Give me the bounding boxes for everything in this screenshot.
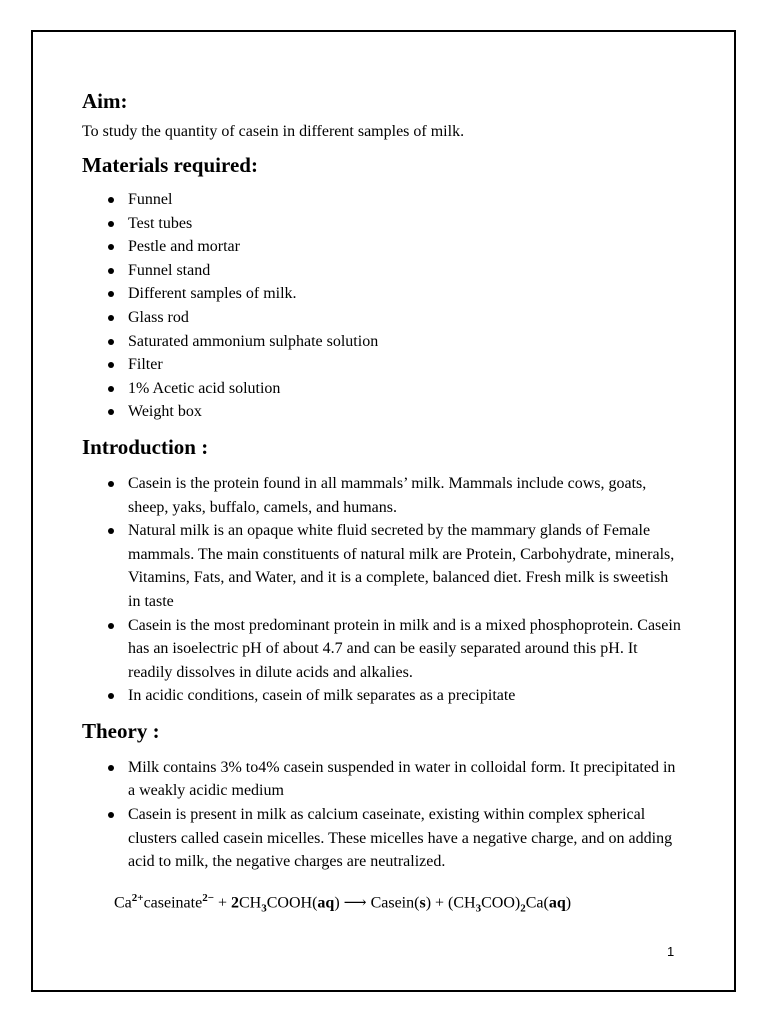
list-item: Filter [82, 353, 682, 377]
list-item: Saturated ammonium sulphate solution [82, 330, 682, 354]
eq-ca: Ca [114, 894, 132, 912]
introduction-heading: Introduction : [82, 434, 209, 459]
list-item: Different samples of milk. [82, 282, 682, 306]
eq-group-sub: 2 [520, 902, 526, 915]
eq-close: ) [334, 894, 340, 912]
eq-caseinate: caseinate [143, 894, 203, 912]
list-item: Casein is the protein found in all mammals’ milk. Mammals include cows, goats, sheep, yaks, buffalo, camels, and humans. [82, 472, 682, 519]
page-number: 1 [667, 944, 675, 959]
aim-text: To study the quantity of casein in different samples of milk. [82, 123, 465, 140]
list-item: Pestle and mortar [82, 235, 682, 259]
eq-arrow: ⟶ [339, 894, 371, 912]
eq-close: ) [425, 894, 432, 912]
materials-heading: Materials required: [82, 153, 258, 177]
eq-open-ch: (CH [448, 894, 476, 912]
list-item: Funnel stand [82, 259, 682, 283]
eq-aq: aq [548, 894, 566, 912]
eq-caseinate-charge: 2− [202, 891, 214, 904]
eq-ch-sub: 3 [475, 902, 482, 915]
eq-ch: CH [239, 894, 262, 912]
list-item: 1% Acetic acid solution [82, 377, 682, 401]
list-item: Test tubes [82, 212, 682, 236]
list-item: Glass rod [82, 306, 682, 330]
theory-list [82, 756, 682, 874]
materials-list [82, 188, 682, 424]
document-body [82, 86, 682, 922]
eq-plus: + [213, 894, 231, 912]
list-item: Weight box [82, 400, 682, 424]
eq-ca: Ca( [525, 894, 549, 912]
list-item: Natural milk is an opaque white fluid secreted by the mammary glands of Female mammals. The main constituents of natural milk are Protein, Carbohydrate, minerals, Vitamins, Fats, and Water, and it is a complete, balanced diet. Fresh milk is sweetish in taste [82, 519, 682, 613]
eq-solid: s [419, 894, 426, 912]
list-item: In acidic conditions, casein of milk separates as a precipitate [82, 684, 682, 708]
introduction-list [82, 472, 682, 708]
list-item: Funnel [82, 188, 682, 212]
eq-plus: + [431, 894, 449, 912]
eq-ca-charge: 2+ [131, 891, 144, 904]
list-item: Casein is present in milk as calcium caseinate, existing within complex spherical clusters called casein micelles. These micelles have a negative charge, and on adding acid to milk, the negative charges are neutralized. [82, 803, 682, 874]
eq-coo: COO) [481, 894, 521, 912]
aim-heading: Aim: [82, 89, 128, 113]
eq-ch-sub: 3 [261, 902, 267, 915]
eq-aq: aq [317, 894, 335, 912]
eq-close: ) [565, 894, 572, 912]
eq-coefficient: 2 [231, 894, 239, 912]
list-item: Casein is the most predominant protein in milk and is a mixed phosphoprotein. Casein has an isoelectric pH of about 4.7 and can be easily separated around this pH. It readily dissolves in dilute acids and alkalies. [82, 614, 682, 685]
eq-cooh: COOH( [266, 894, 318, 912]
eq-casein: Casein( [370, 894, 420, 912]
theory-heading: Theory : [82, 718, 160, 743]
list-item: Milk contains 3% to4% casein suspended in water in colloidal form. It precipitated in a weakly acidic medium [82, 756, 682, 803]
chemical-equation [82, 884, 682, 923]
